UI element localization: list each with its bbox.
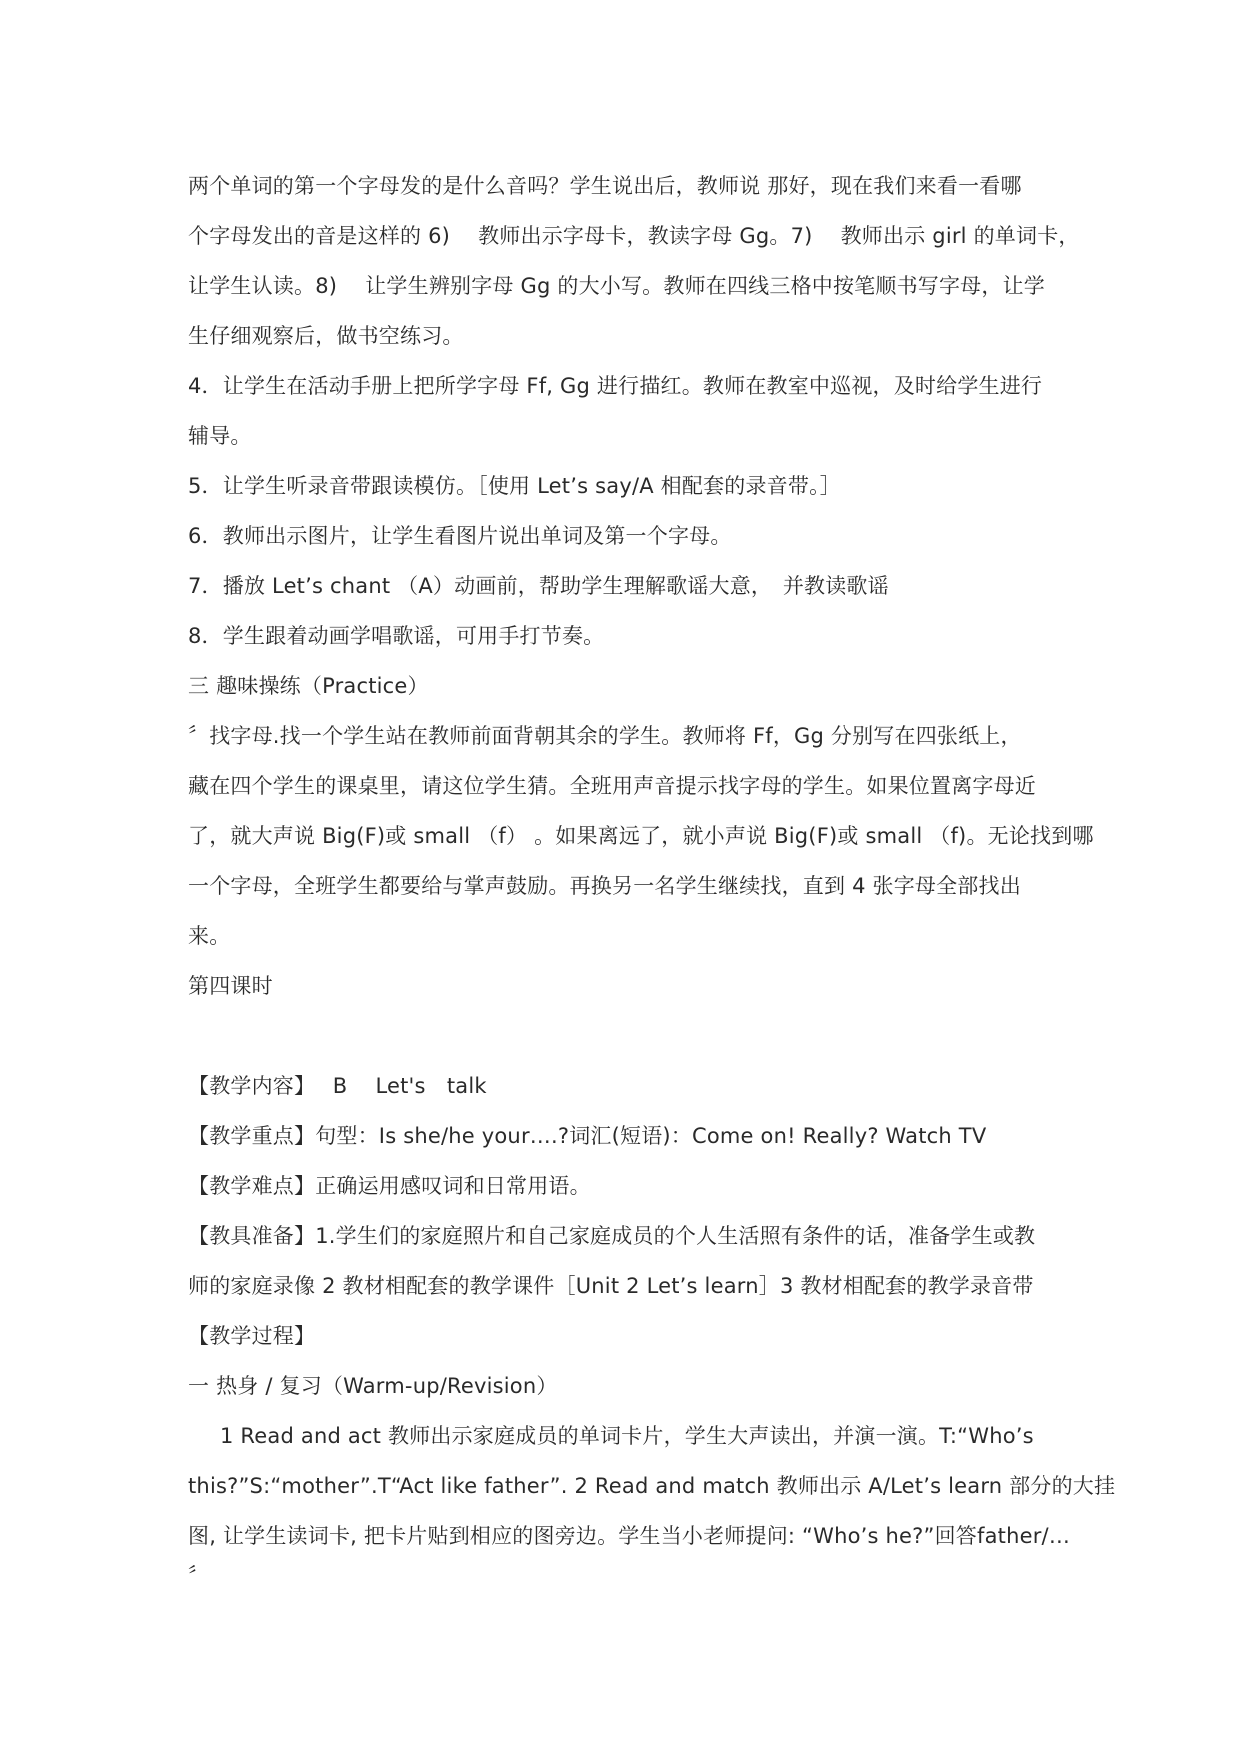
text-line: 5．让学生听录音带跟读模仿。［使用 Let’s say/A 相配套的录音带。］ [188, 474, 841, 498]
text-line: 师的家庭录像 2 教材相配套的教学课件［Unit 2 Let’s learn］3 教材相配套的教学录音带 [188, 1274, 1034, 1298]
text-line: 让学生认读。8) 让学生辨别字母 Gg 的大小写。教师在四线三格中按笔顺书写字母，让学 [188, 274, 1045, 298]
teaching-materials: 【教具准备】1.学生们的家庭照片和自己家庭成员的个人生活照有条件的话，准备学生或教 [188, 1224, 1036, 1248]
teaching-difficulty: 【教学难点】正确运用感叹词和日常用语。 [188, 1174, 591, 1198]
teaching-process-heading: 【教学过程】 [188, 1324, 316, 1348]
text-line: 4．让学生在活动手册上把所学字母 Ff, Gg 进行描红。教师在教室中巡视，及时给学生进行 [188, 374, 1043, 398]
text-line: 生仔细观察后，做书空练习。 [188, 324, 464, 348]
text-line: 辅导。 [188, 424, 252, 448]
text-line: 1 Read and act 教师出示家庭成员的单词卡片，学生大声读出，并演一演。T:“Who’s [220, 1424, 1034, 1448]
teaching-content: 【教学内容】 B Let's talk [188, 1074, 487, 1098]
text-line: 来。 [188, 924, 231, 948]
section-heading: 一 热身 / 复习（Warm-up/Revision） [188, 1374, 558, 1398]
text-line: 〞 [188, 1564, 210, 1588]
text-line: 8．学生跟着动画学唱歌谣，可用手打节奏。 [188, 624, 605, 648]
text-line: 两个单词的第一个字母发的是什么音吗？学生说出后，教师说 那好，现在我们来看一看哪 [188, 174, 1022, 198]
text-line: 个字母发出的音是这样的 6) 教师出示字母卡，教读字母 Gg。7) 教师出示 girl 的单词卡， [188, 224, 1080, 248]
lesson-heading: 第四课时 [188, 974, 273, 998]
text-line: 6．教师出示图片，让学生看图片说出单词及第一个字母。 [188, 524, 732, 548]
teaching-focus: 【教学重点】句型：Is she/he your….?词汇(短语)：Come on! Really? Watch TV [188, 1124, 987, 1148]
text-line: this?”S:“mother”.T“Act like father”. 2 Read and match 教师出示 A/Let’s learn 部分的大挂 [188, 1474, 1116, 1498]
text-line: 一个字母，全班学生都要给与掌声鼓励。再换另一名学生继续找，直到 4 张字母全部找出 [188, 874, 1021, 898]
text-line: 〞找字母.找一个学生站在教师前面背朝其余的学生。教师将 Ff，Gg 分别写在四张纸上， [188, 724, 1022, 748]
text-line: 藏在四个学生的课桌里，请这位学生猜。全班用声音提示找字母的学生。如果位置离字母近 [188, 774, 1036, 798]
text-line: 7．播放 Let’s chant （A）动画前，帮助学生理解歌谣大意， 并教读歌谣 [188, 574, 889, 598]
section-heading: 三 趣味操练（Practice） [188, 674, 429, 698]
text-line: 图, 让学生读词卡, 把卡片贴到相应的图旁边。学生当小老师提问: “Who’s he?”回答father/… [188, 1524, 1071, 1548]
text-line: 了，就大声说 Big(F)或 small （f） 。如果离远了，就小声说 Big(F)或 small （f)。无论找到哪 [188, 824, 1094, 848]
